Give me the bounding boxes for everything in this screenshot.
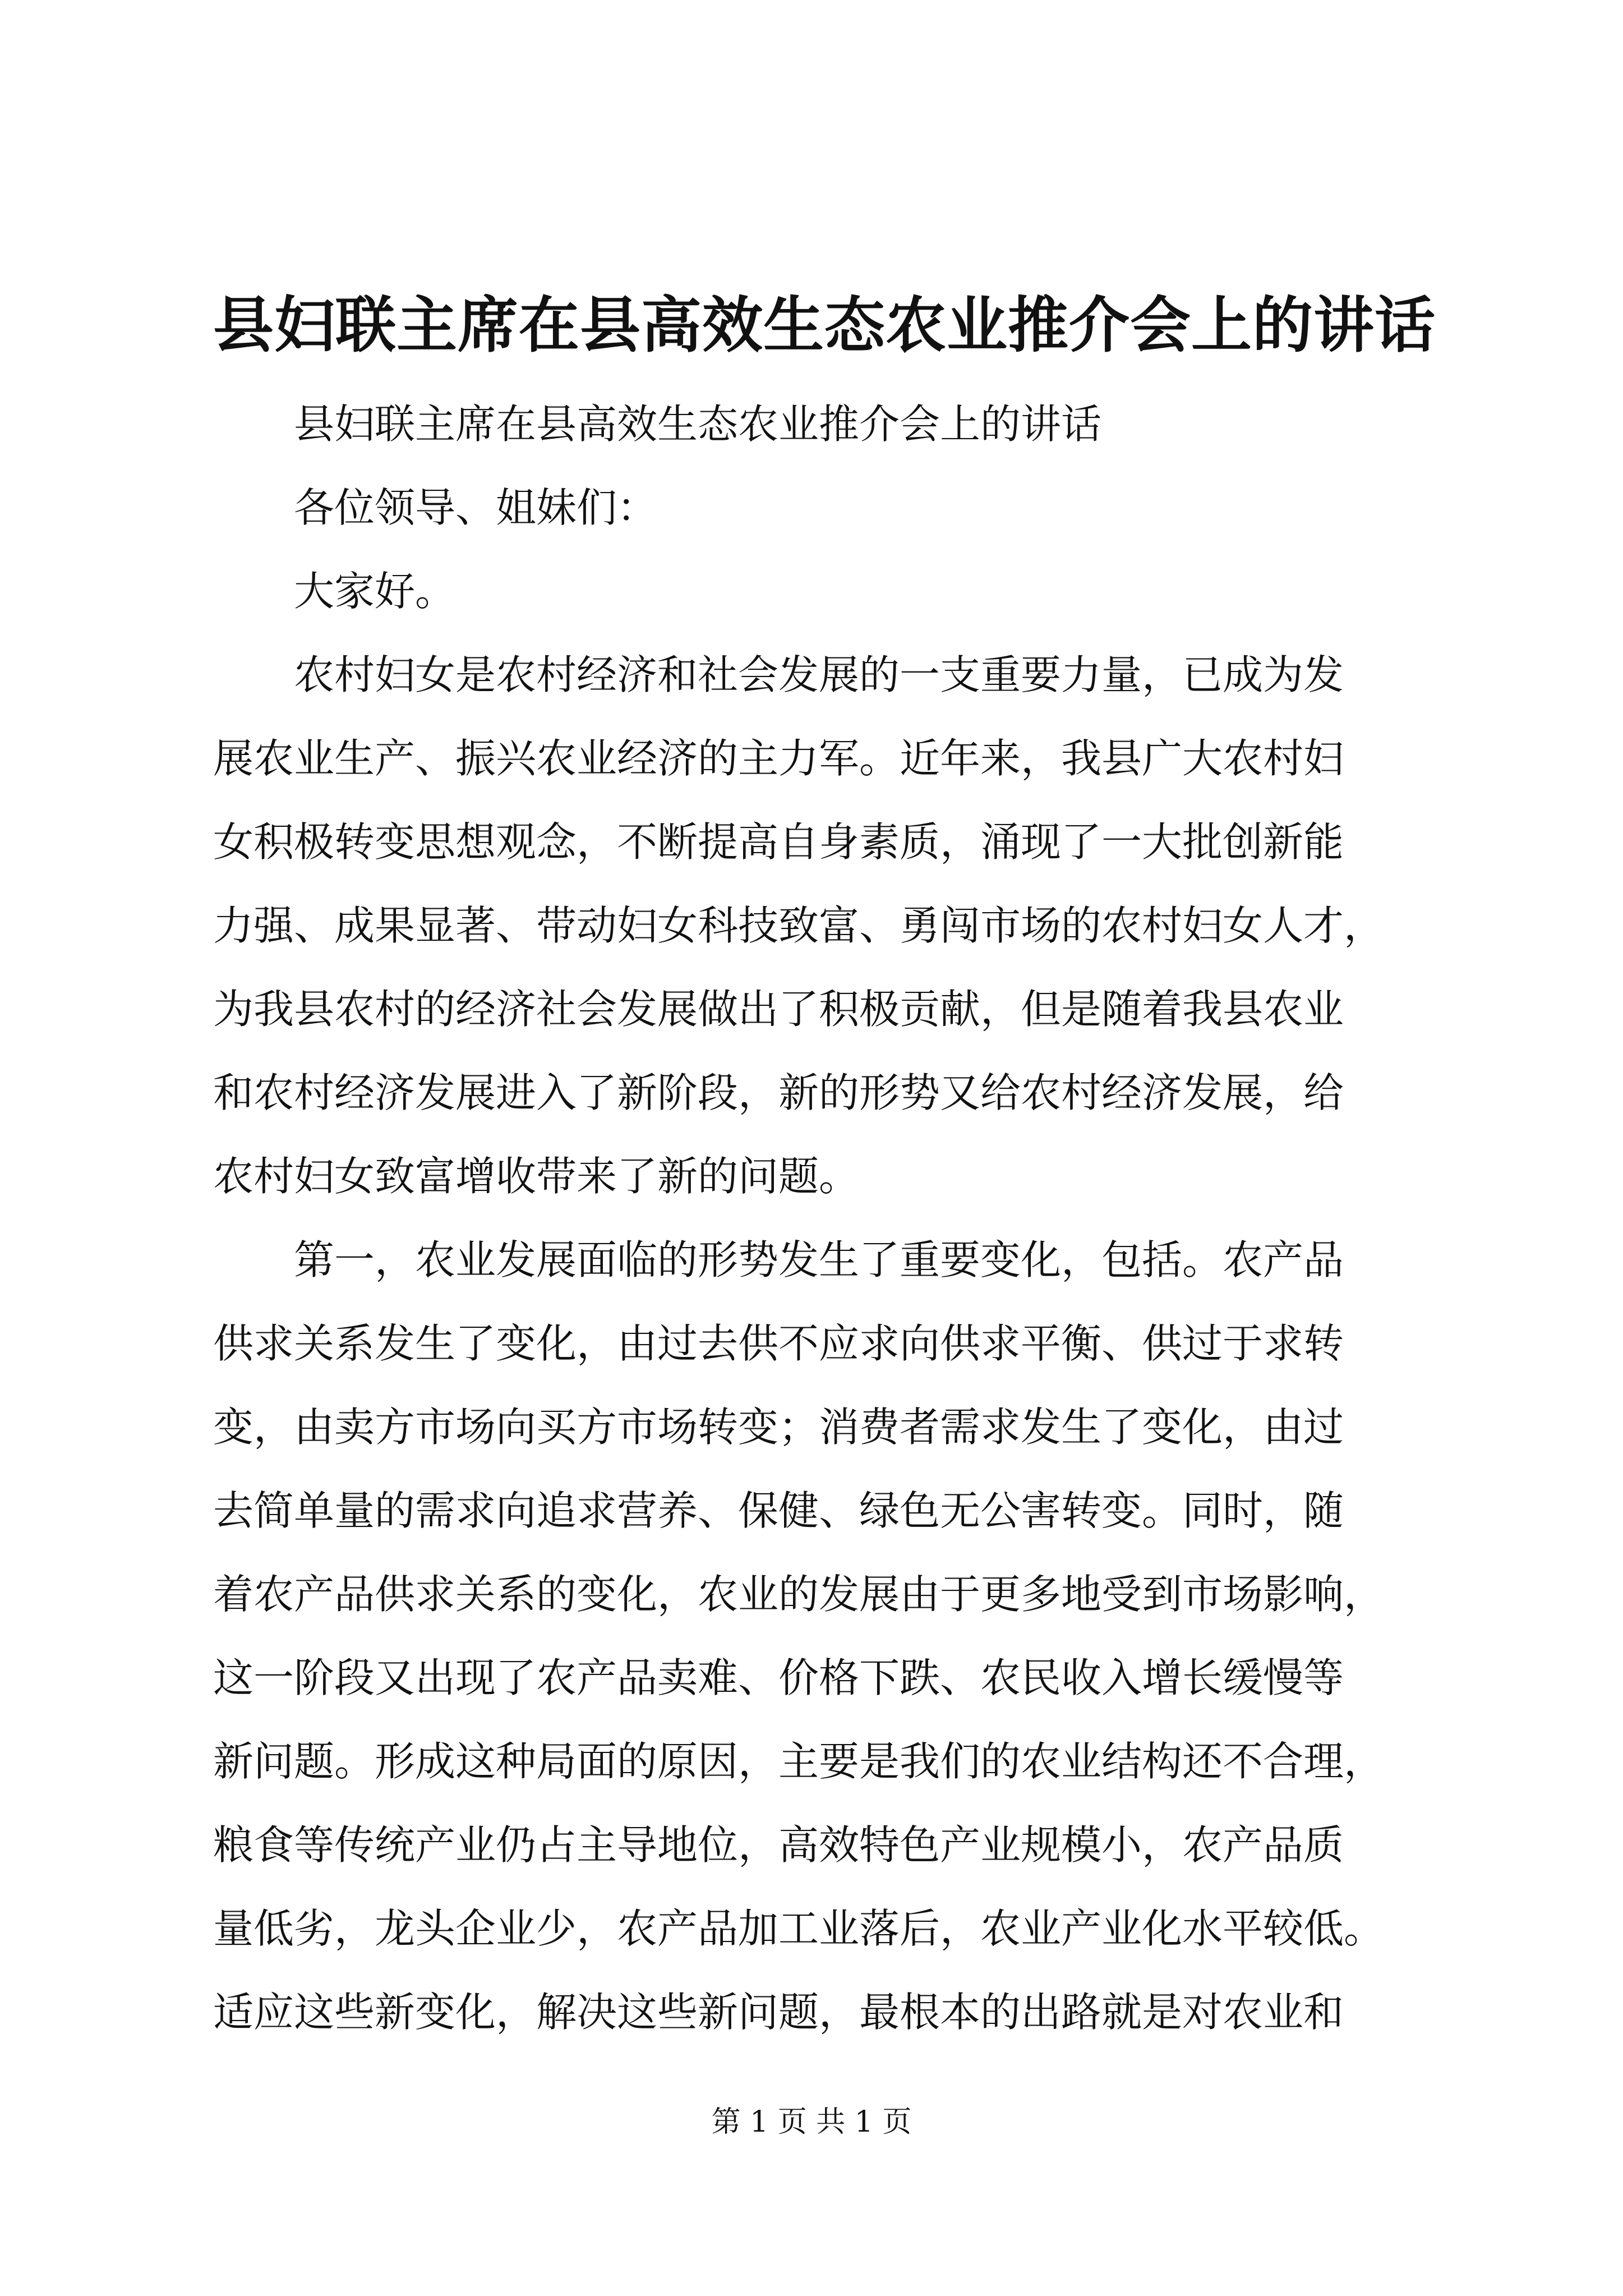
paragraph-2-line: 粮食等传统产业仍占主导地位，高效特色产业规模小，农产品质 xyxy=(213,1821,1344,1869)
paragraph-1-line: 农村妇女是农村经济和社会发展的一支重要力量，已成为发 xyxy=(294,651,1344,698)
paragraph-1-line: 女积极转变思想观念，不断提高自身素质，涌现了一大批创新能 xyxy=(213,818,1344,866)
paragraph-1-line: 为我县农村的经济社会发展做出了积极贡献，但是随着我县农业 xyxy=(213,986,1344,1033)
paragraph-1-line: 展农业生产、振兴农业经济的主力军。近年来，我县广大农村妇 xyxy=(213,735,1344,782)
paragraph-1-line: 农村妇女致富增收带来了新的问题。 xyxy=(213,1153,860,1200)
paragraph-2-line: 适应这些新变化，解决这些新问题，最根本的出路就是对农业和 xyxy=(213,1989,1344,2036)
paragraph-2-line: 变，由卖方市场向买方市场转变；消费者需求发生了变化，由过 xyxy=(213,1404,1344,1451)
paragraph-2-line: 着农产品供求关系的变化，农业的发展由于更多地受到市场影响， xyxy=(213,1571,1385,1618)
paragraph-2-line: 去简单量的需求向追求营养、保健、绿色无公害转变。同时，随 xyxy=(213,1487,1344,1534)
paragraph-2-line: 这一阶段又出现了农产品卖难、价格下跌、农民收入增长缓慢等 xyxy=(213,1654,1344,1701)
document-title: 县妇联主席在县高效生态农业推介会上的讲话 xyxy=(213,290,1436,361)
paragraph-1-line: 力强、成果显著、带动妇女科技致富、勇闯市场的农村妇女人才， xyxy=(213,902,1385,949)
salutation-line: 各位领导、姐妹们： xyxy=(294,484,658,531)
page-number-footer: 第 1 页 共 1 页 xyxy=(711,2105,912,2139)
paragraph-2-line: 量低劣，龙头企业少，农产品加工业落后，农业产业化水平较低。 xyxy=(213,1905,1385,1952)
paragraph-2-line: 供求关系发生了变化，由过去供不应求向供求平衡、供过于求转 xyxy=(213,1320,1344,1367)
paragraph-2-line: 第一，农业发展面临的形势发生了重要变化，包括。农产品 xyxy=(294,1236,1344,1283)
paragraph-1-line: 和农村经济发展进入了新阶段，新的形势又给农村经济发展，给 xyxy=(213,1069,1344,1116)
paragraph-1 xyxy=(213,633,1424,1218)
greeting-line: 大家好。 xyxy=(294,568,456,615)
paragraph-2-line: 新问题。形成这种局面的原因，主要是我们的农业结构还不合理， xyxy=(213,1738,1385,1785)
paragraph-2 xyxy=(213,1218,1424,2054)
document-body xyxy=(213,383,1424,2054)
subtitle-line: 县妇联主席在县高效生态农业推介会上的讲话 xyxy=(294,401,1102,448)
